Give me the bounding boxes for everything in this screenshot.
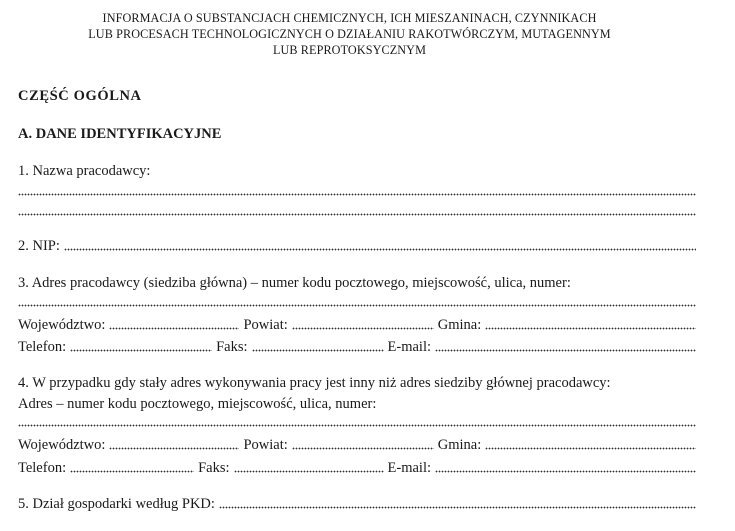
- voivodeship-label: Województwo:: [18, 317, 106, 333]
- header-line-2: LUB PROCESACH TECHNOLOGICZNYCH O DZIAŁANIU RAKOTWÓRCZYM, MUTAGENNYM: [88, 27, 611, 41]
- address-row: [18, 274, 696, 292]
- alt-phone-field[interactable]: [70, 470, 194, 473]
- employer-name-row: [18, 162, 696, 180]
- fax-label: Faks:: [216, 339, 248, 355]
- alt-fax-label: Faks:: [198, 460, 230, 476]
- fax-field[interactable]: [252, 349, 384, 352]
- header-line-3: LUB REPROTOKSYCZNYM: [272, 43, 427, 57]
- pkd-field[interactable]: [219, 506, 696, 509]
- alt-commune-field[interactable]: [485, 447, 696, 450]
- employer-name-field-line-1[interactable]: [18, 193, 696, 196]
- commune-field[interactable]: [485, 327, 696, 330]
- header-line-1: INFORMACJA O SUBSTANCJACH CHEMICZNYCH, ICH MIESZANINACH, CZYNNIKACH: [102, 11, 597, 25]
- nip-row: [18, 237, 696, 255]
- alt-voivodeship-field[interactable]: [109, 447, 239, 450]
- voivodeship-field[interactable]: [109, 327, 239, 330]
- nip-field[interactable]: [64, 248, 696, 251]
- alt-email-label: E-mail:: [387, 460, 432, 476]
- address-label: 3. Adres pracodawcy (siedziba główna) – numer kodu pocztowego, miejscowość, ulica, numer:: [18, 275, 571, 291]
- address-contact-row: [18, 338, 696, 356]
- email-label: E-mail:: [387, 339, 432, 355]
- pkd-label: 5. Dział gospodarki według PKD:: [18, 496, 215, 512]
- alt-address-subrow: [18, 395, 696, 413]
- alt-address-sublabel: Adres – numer kodu pocztowego, miejscowość, ulica, numer:: [18, 396, 377, 412]
- alt-address-row: [18, 374, 696, 392]
- section-title: CZĘŚĆ OGÓLNA: [18, 88, 142, 104]
- alt-phone-label: Telefon:: [18, 460, 67, 476]
- phone-field[interactable]: [70, 349, 212, 352]
- employer-name-label: 1. Nazwa pracodawcy:: [18, 163, 151, 179]
- nip-label: 2. NIP:: [18, 238, 60, 254]
- pkd-row: [18, 495, 696, 513]
- alt-address-region-row: [18, 436, 696, 454]
- address-field-line[interactable]: [18, 304, 696, 307]
- alt-address-field-line[interactable]: [18, 424, 696, 427]
- form-header: [0, 10, 735, 58]
- alt-address-contact-row: [18, 459, 696, 477]
- commune-label: Gmina:: [437, 317, 482, 333]
- county-label: Powiat:: [243, 317, 288, 333]
- employer-name-field-line-2[interactable]: [18, 213, 696, 216]
- address-region-row: [18, 316, 696, 334]
- alt-address-label: 4. W przypadku gdy stały adres wykonywania pracy jest inny niż adres siedziby głównej pracodawcy:: [18, 375, 611, 391]
- alt-county-label: Powiat:: [243, 437, 288, 453]
- county-field[interactable]: [292, 327, 434, 330]
- subsection-title: A. DANE IDENTYFIKACYJNE: [18, 126, 222, 142]
- phone-label: Telefon:: [18, 339, 67, 355]
- alt-county-field[interactable]: [292, 447, 434, 450]
- alt-commune-label: Gmina:: [437, 437, 482, 453]
- alt-fax-field[interactable]: [234, 470, 384, 473]
- email-field[interactable]: [435, 349, 696, 352]
- alt-voivodeship-label: Województwo:: [18, 437, 106, 453]
- alt-email-field[interactable]: [435, 470, 696, 473]
